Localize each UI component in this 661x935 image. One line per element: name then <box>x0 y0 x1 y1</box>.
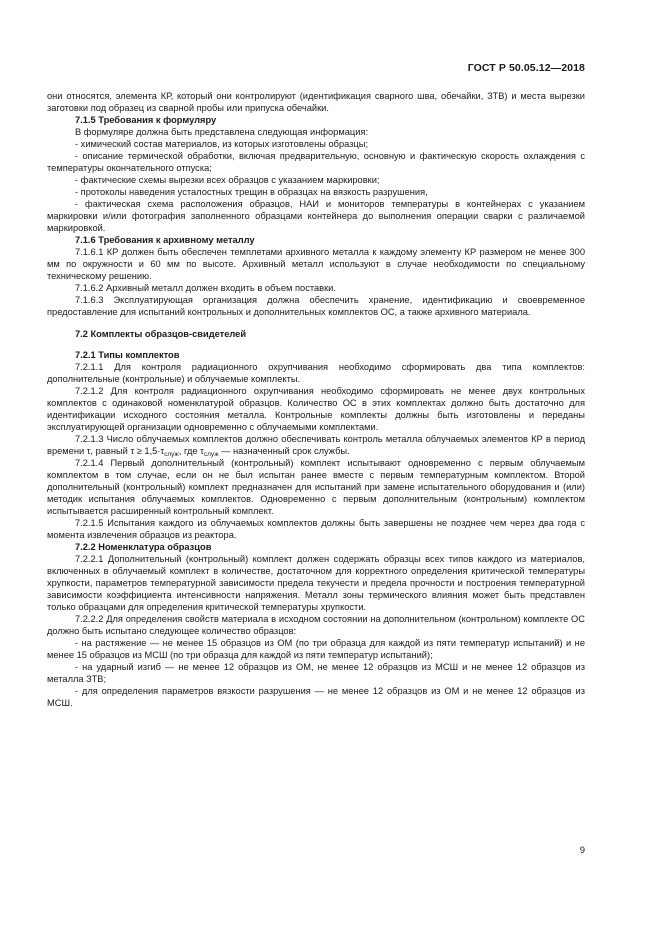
section-heading-7-1-6: 7.1.6 Требования к архивному металлу <box>75 235 255 245</box>
list-item: - протоколы наведения усталостных трещин в образцах на вязкость разрушения, <box>75 187 428 197</box>
section-heading-7-1-5: 7.1.5 Требования к формуляру <box>75 115 217 125</box>
list-item: - фактические схемы вырезки всех образцов с указанием маркировки; <box>75 175 380 185</box>
paragraph: В формуляре должна быть представлена следующая информация: <box>75 127 369 137</box>
paragraph: 7.2.2.2 Для определения свойств материала в исходном состоянии на дополнительном (контрольном) комплекте ОС должно быть испытано следующее количество образцов: <box>47 614 585 636</box>
paragraph: они относятся, элемента КР, который они контролируют (идентификация сварного шва, обечайки, ЗТВ) и места вырезки заготовки под образец из сварной пробы или припуска обечайки. <box>47 91 585 113</box>
text-run: 7.2.1.3 Число облучаемых комплектов должно обеспечивать контроль металла облучаемых элементов КР в период времени τ, равный τ ≥ 1,5·τ <box>47 434 585 456</box>
list-item: - на растяжение — не менее 15 образцов из ОМ (по три образца для каждой из пяти температур испытаний) и не менее 15 образцов из МСШ (по три образца для каждой из пяти температур испытаний); <box>47 638 585 660</box>
page-number: 9 <box>579 845 585 856</box>
document-code: ГОСТ Р 50.05.12—2018 <box>467 62 585 74</box>
list-item: - фактическая схема расположения образцов, НАИ и мониторов температуры в контейнерах с указанием маркировки и/или фотография заполненного образцами контейнера до выполнения операции сварки с различаемой маркировкой. <box>47 199 585 233</box>
text-run: , где τ <box>178 446 204 456</box>
paragraph: 7.2.1.1 Для контроля радиационного охрупчивания необходимо сформировать два типа комплектов: дополнительные (контрольные) и облучаемые комплекты. <box>47 362 585 384</box>
paragraph: 7.2.2.1 Дополнительный (контрольный) комплект должен содержать образцы всех типов каждого из материалов, включенных в облучаемый комплект в количестве, достаточном для корректного определения критической температуры хрупкости, параметров температурной зависимости предела текучести и предела прочности и построения температурной зависимости коэффициента интенсивности напряжения. Металл зоны термического влияния может быть представлен только образцами для определения критической температуры хрупкости. <box>47 554 585 612</box>
page-content <box>47 90 585 709</box>
paragraph: 7.2.1.5 Испытания каждого из облучаемых комплектов должны быть завершены не позднее чем через два года с момента извлечения образцов из реактора. <box>47 518 585 540</box>
paragraph: 7.2.1.4 Первый дополнительный (контрольный) комплект испытывают одновременно с первым облучаемым комплектом в том случае, если он не был испытан ранее вместе с первым температурным комплектом. Второй дополнительный (контрольный) комплект предназначен для испытаний при замене испытательного оборудования и (или) методик испытания облучаемых комплектов. Одновременно с первым дополнительным (контрольным) комплектом испытывается расширенный контрольный комплект. <box>47 458 585 516</box>
section-heading-7-2-1: 7.2.1 Типы комплектов <box>75 350 180 360</box>
paragraph: 7.1.6.3 Эксплуатирующая организация должна обеспечить хранение, идентификацию и своевременное предоставление для испытаний контрольных и дополнительных комплектов ОС, а также архивного материала. <box>47 295 585 317</box>
subscript: служ <box>164 451 179 458</box>
section-heading-7-2-2: 7.2.2 Номенклатура образцов <box>75 542 212 552</box>
text-run: — назначенный срок службы. <box>218 446 350 456</box>
list-item: - химический состав материалов, из которых изготовлены образцы; <box>75 139 369 149</box>
list-item: - на ударный изгиб — не менее 12 образцов из ОМ, не менее 12 образцов из МСШ и не менее 12 образцов из металла ЗТВ; <box>47 662 585 684</box>
paragraph: 7.1.6.2 Архивный металл должен входить в объем поставки. <box>75 283 336 293</box>
list-item: - для определения параметров вязкости разрушения — не менее 12 образцов из ОМ и не менее 12 образцов из МСШ. <box>47 686 585 708</box>
list-item: - описание термической обработки, включая предварительную, основную и фактическую скорость охлаждения с температуры окончательного отпуска; <box>47 151 585 173</box>
subscript: служ <box>203 451 219 458</box>
paragraph <box>47 433 585 457</box>
section-heading-7-2: 7.2 Комплекты образцов-свидетелей <box>75 329 247 339</box>
paragraph: 7.2.1.2 Для контроля радиационного охрупчивания необходимо сформировать не менее двух контрольных комплектов с одинаковой номенклатурой образцов. Количество ОС в этих комплектах должно быть достаточно для идентификации исходного состояния металла. Контрольные комплекты должны быть изготовлены и переданы эксплуатирующей организации одновременно с облучаемыми комплектами. <box>47 386 585 432</box>
paragraph: 7.1.6.1 КР должен быть обеспечен темплетами архивного металла к каждому элементу КР размером не менее 300 мм по окружности и 60 мм по высоте. Архивный металл используют в случае необходимости по специальному техническому решению. <box>47 247 585 281</box>
